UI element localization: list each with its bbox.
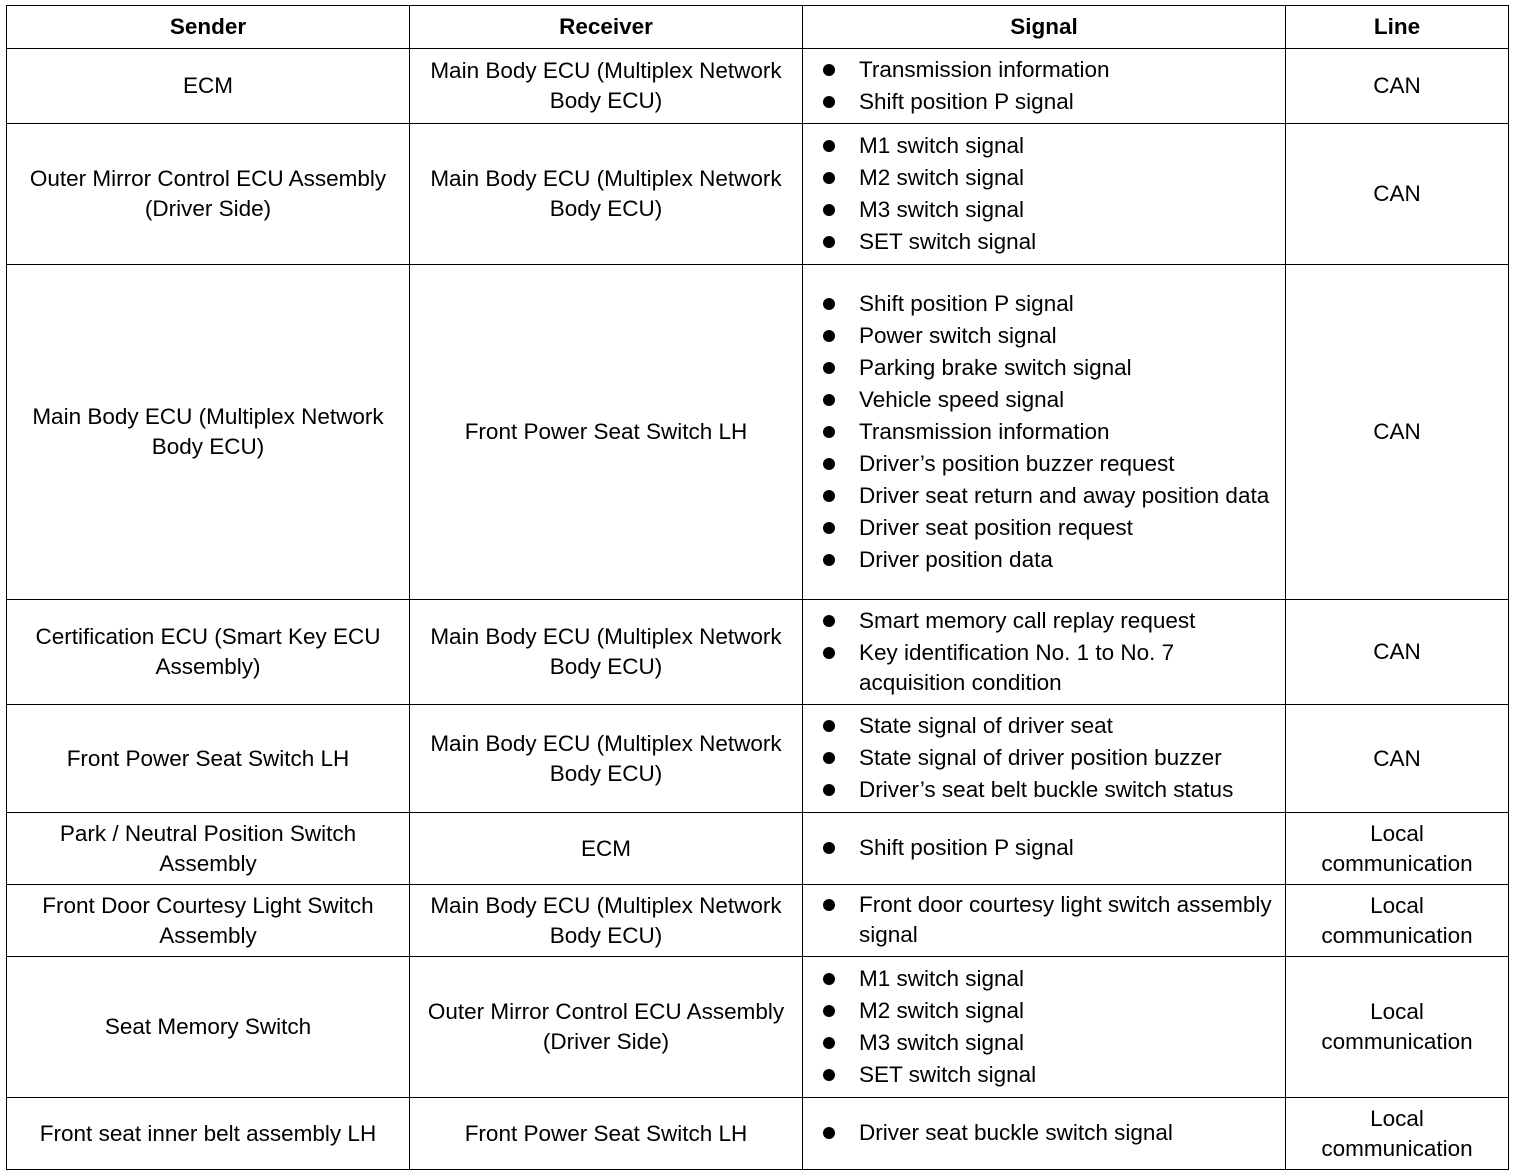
signal-text: Shift position P signal [859, 835, 1074, 860]
signal-text: Driver seat buckle switch signal [859, 1120, 1173, 1145]
signal-item [823, 321, 1279, 351]
signal-list [823, 55, 1279, 117]
header-sender: Sender [7, 6, 410, 49]
receiver-cell: Main Body ECU (Multiplex Network Body ECU) [410, 705, 803, 813]
signal-cell [803, 813, 1286, 885]
bullet-icon [823, 615, 835, 627]
bullet-icon [823, 426, 835, 438]
bullet-icon [823, 720, 835, 732]
bullet-icon [823, 1127, 835, 1139]
signal-item [823, 833, 1279, 863]
bullet-icon [823, 298, 835, 310]
receiver-cell: Main Body ECU (Multiplex Network Body ECU) [410, 49, 803, 124]
signal-text: M2 switch signal [859, 997, 1025, 1023]
signal-item [823, 385, 1279, 415]
signal-text: State signal of driver seat [859, 713, 1113, 738]
sender-cell: Outer Mirror Control ECU Assembly (Driver Side) [7, 124, 410, 265]
line-cell: CAN [1286, 600, 1509, 705]
signal-cell [803, 600, 1286, 705]
signal-item [823, 711, 1279, 741]
signal-text: Driver’s seat belt buckle switch status [859, 777, 1234, 802]
bullet-icon [823, 752, 835, 764]
signal-text: Driver position data [859, 546, 1053, 572]
signal-item [823, 163, 1279, 193]
bullet-icon [823, 522, 835, 534]
bullet-icon [823, 1037, 835, 1049]
table-row [7, 600, 1509, 705]
signal-text: Driver seat position request [859, 514, 1133, 540]
bullet-icon [823, 784, 835, 796]
signal-text: Smart memory call replay request [859, 607, 1196, 633]
signal-text: Driver seat return and away position data [859, 482, 1270, 508]
signal-cell [803, 957, 1286, 1098]
bullet-icon [823, 140, 835, 152]
signal-text: Shift position P signal [859, 88, 1074, 114]
bullet-icon [823, 64, 835, 76]
signal-item [823, 638, 1279, 698]
signal-item [823, 131, 1279, 161]
signal-text: M3 switch signal [859, 196, 1025, 222]
bullet-icon [823, 172, 835, 184]
line-cell: Local communication [1286, 813, 1509, 885]
table-body [7, 49, 1509, 1170]
signal-item [823, 1028, 1279, 1058]
signal-item [823, 1060, 1279, 1090]
receiver-cell: Main Body ECU (Multiplex Network Body ECU) [410, 885, 803, 957]
line-cell: Local communication [1286, 885, 1509, 957]
line-cell: CAN [1286, 265, 1509, 600]
receiver-cell: ECM [410, 813, 803, 885]
line-cell: CAN [1286, 124, 1509, 265]
signal-item [823, 545, 1279, 575]
signal-item [823, 775, 1279, 805]
signal-item [823, 87, 1279, 117]
signal-cell [803, 265, 1286, 600]
bullet-icon [823, 96, 835, 108]
bullet-icon [823, 236, 835, 248]
signal-list [823, 289, 1279, 575]
signal-list [823, 890, 1279, 950]
line-cell: CAN [1286, 49, 1509, 124]
bullet-icon [823, 330, 835, 342]
signal-cell [803, 1098, 1286, 1170]
signal-item [823, 353, 1279, 383]
signal-item [823, 743, 1279, 773]
signal-item [823, 417, 1279, 447]
bullet-icon [823, 554, 835, 566]
table-row [7, 813, 1509, 885]
header-receiver: Receiver [410, 6, 803, 49]
signal-text: Transmission information [859, 56, 1110, 82]
receiver-cell: Front Power Seat Switch LH [410, 1098, 803, 1170]
signal-cell [803, 885, 1286, 957]
signal-text: State signal of driver position buzzer [859, 745, 1222, 770]
signal-cell [803, 124, 1286, 265]
bullet-icon [823, 647, 835, 659]
signal-text: Front door courtesy light switch assembly signal [859, 892, 1272, 947]
table-row [7, 1098, 1509, 1170]
signal-text: Transmission information [859, 418, 1110, 444]
signal-text: Key identification No. 1 to No. 7 acquisition condition [859, 639, 1175, 695]
table-row [7, 885, 1509, 957]
sender-cell: Front Door Courtesy Light Switch Assembly [7, 885, 410, 957]
signal-cell [803, 49, 1286, 124]
sender-cell: ECM [7, 49, 410, 124]
signal-item [823, 513, 1279, 543]
signal-item [823, 227, 1279, 257]
bullet-icon [823, 1005, 835, 1017]
bullet-icon [823, 899, 835, 911]
signal-text: Parking brake switch signal [859, 354, 1132, 380]
signal-list [823, 606, 1279, 698]
sender-cell: Main Body ECU (Multiplex Network Body ECU) [7, 265, 410, 600]
sender-cell: Front Power Seat Switch LH [7, 705, 410, 813]
signal-cell [803, 705, 1286, 813]
table-row [7, 265, 1509, 600]
signal-item [823, 481, 1279, 511]
signal-item [823, 890, 1279, 950]
receiver-cell: Front Power Seat Switch LH [410, 265, 803, 600]
receiver-cell: Main Body ECU (Multiplex Network Body ECU) [410, 124, 803, 265]
signal-text: SET switch signal [859, 228, 1037, 254]
communication-table [6, 5, 1509, 1170]
signal-text: Driver’s position buzzer request [859, 450, 1175, 476]
signal-list [823, 964, 1279, 1090]
line-cell: CAN [1286, 705, 1509, 813]
line-cell: Local communication [1286, 957, 1509, 1098]
signal-item [823, 964, 1279, 994]
signal-item [823, 55, 1279, 85]
signal-item [823, 606, 1279, 636]
signal-list [823, 711, 1279, 805]
signal-item [823, 996, 1279, 1026]
bullet-icon [823, 394, 835, 406]
header-row [7, 6, 1509, 49]
line-cell: Local communication [1286, 1098, 1509, 1170]
signal-text: SET switch signal [859, 1061, 1037, 1087]
signal-list [823, 833, 1279, 863]
signal-text: M3 switch signal [859, 1029, 1025, 1055]
signal-item [823, 195, 1279, 225]
signal-text: Shift position P signal [859, 290, 1074, 316]
header-signal: Signal [803, 6, 1286, 49]
sender-cell: Seat Memory Switch [7, 957, 410, 1098]
signal-item [823, 449, 1279, 479]
bullet-icon [823, 204, 835, 216]
signal-text: Power switch signal [859, 322, 1057, 348]
sender-cell: Park / Neutral Position Switch Assembly [7, 813, 410, 885]
receiver-cell: Main Body ECU (Multiplex Network Body ECU) [410, 600, 803, 705]
bullet-icon [823, 842, 835, 854]
bullet-icon [823, 1069, 835, 1081]
table-row [7, 957, 1509, 1098]
bullet-icon [823, 362, 835, 374]
signal-text: Vehicle speed signal [859, 386, 1065, 412]
table-row [7, 705, 1509, 813]
table-row [7, 124, 1509, 265]
sender-cell: Front seat inner belt assembly LH [7, 1098, 410, 1170]
header-line: Line [1286, 6, 1509, 49]
signal-list [823, 131, 1279, 257]
signal-text: M1 switch signal [859, 965, 1025, 991]
signal-item [823, 289, 1279, 319]
table-header [7, 6, 1509, 49]
receiver-cell: Outer Mirror Control ECU Assembly (Driver Side) [410, 957, 803, 1098]
bullet-icon [823, 490, 835, 502]
table-row [7, 49, 1509, 124]
bullet-icon [823, 458, 835, 470]
signal-list [823, 1118, 1279, 1148]
bullet-icon [823, 973, 835, 985]
signal-item [823, 1118, 1279, 1148]
sender-cell: Certification ECU (Smart Key ECU Assembly) [7, 600, 410, 705]
signal-text: M2 switch signal [859, 164, 1025, 190]
signal-text: M1 switch signal [859, 132, 1025, 158]
